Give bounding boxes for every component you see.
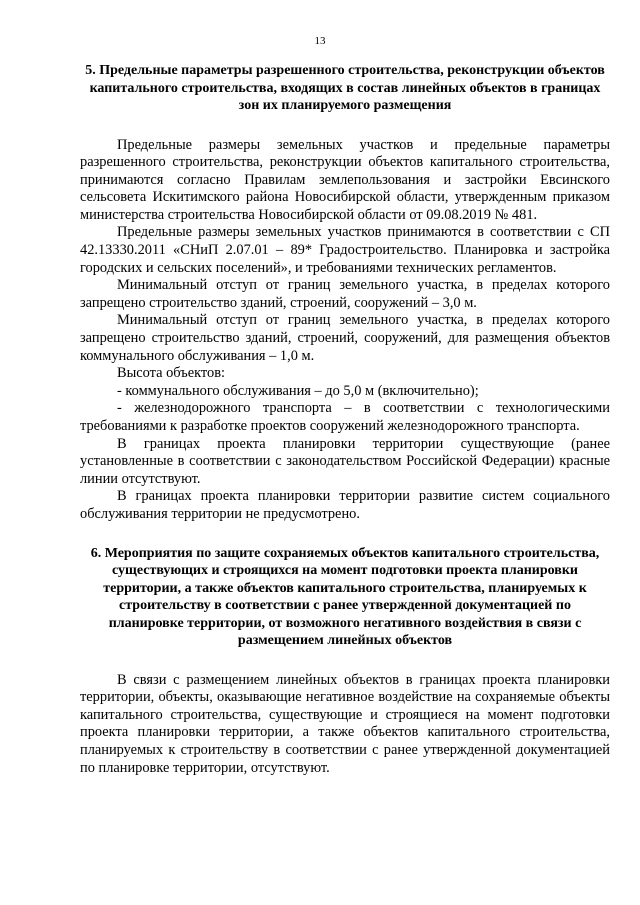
paragraph-height-intro: Высота объектов:	[117, 365, 225, 382]
page-number: 13	[314, 35, 326, 47]
paragraph: Предельные размеры земельных участков и предельные параметры разрешенного строительства, реконструкции объектов капитального строительства, принимаются согласно Правилам землепользования и застройки Евсинского сельсовета Искитимского района Новосибирской области, утвержденным приказом министерства строительства Новосибирской области от 09.08.2019 № 481.	[80, 136, 610, 223]
section-6-heading: 6. Мероприятия по защите сохраняемых объектов капитального строительства, существующих и строящихся на момент подготовки проекта планировки территории, а также объектов капитального строительства, планируемых к строительству в соответствии с ранее утвержденной документацией по планировке территории, от возможного негативного воздействия в связи с размещением линейных объектов	[90, 545, 600, 649]
paragraph: Предельные размеры земельных участков принимаются в соответствии с СП 42.13330.2011 «СНиП 2.07.01 – 89* Градостроительство. Планировка и застройка городских и сельских поселений», и требованиями технических регламентов.	[80, 224, 610, 276]
paragraph: Минимальный отступ от границ земельного участка, в пределах которого запрещено строительство зданий, строений, сооружений – 3,0 м.	[80, 277, 610, 311]
list-item: - железнодорожного транспорта – в соответствии с технологическими требованиями к разработке проектов сооружений железнодорожного транспорта.	[80, 400, 610, 434]
page-content	[80, 62, 610, 777]
paragraph: В границах проекта планировки территории развитие систем социального обслуживания территории не предусмотрено.	[80, 488, 610, 522]
list-item: - коммунального обслуживания – до 5,0 м (включительно);	[117, 382, 479, 399]
paragraph: В связи с размещением линейных объектов в границах проекта планировки территории, объекты, оказывающие негативное воздействие на сохраняемые объекты капитального строительства, существующие и строящиеся на момент подготовки проекта планировки территории, а также объектов капитального строительства, планируемых к строительству в соответствии с ранее утвержденной документацией по планировке территории, отсутствуют.	[80, 671, 610, 776]
paragraph: Минимальный отступ от границ земельного участка, в пределах которого запрещено строительство зданий, строений, сооружений, для размещения объектов коммунального обслуживания – 1,0 м.	[80, 312, 610, 364]
paragraph: В границах проекта планировки территории существующие (ранее установленные в соответствии с законодательством Российской Федерации) красные линии отсутствуют.	[80, 435, 610, 487]
section-5-heading: 5. Предельные параметры разрешенного строительства, реконструкции объектов капитального строительства, входящих в состав линейных объектов в границах зон их планируемого размещения	[85, 63, 605, 113]
